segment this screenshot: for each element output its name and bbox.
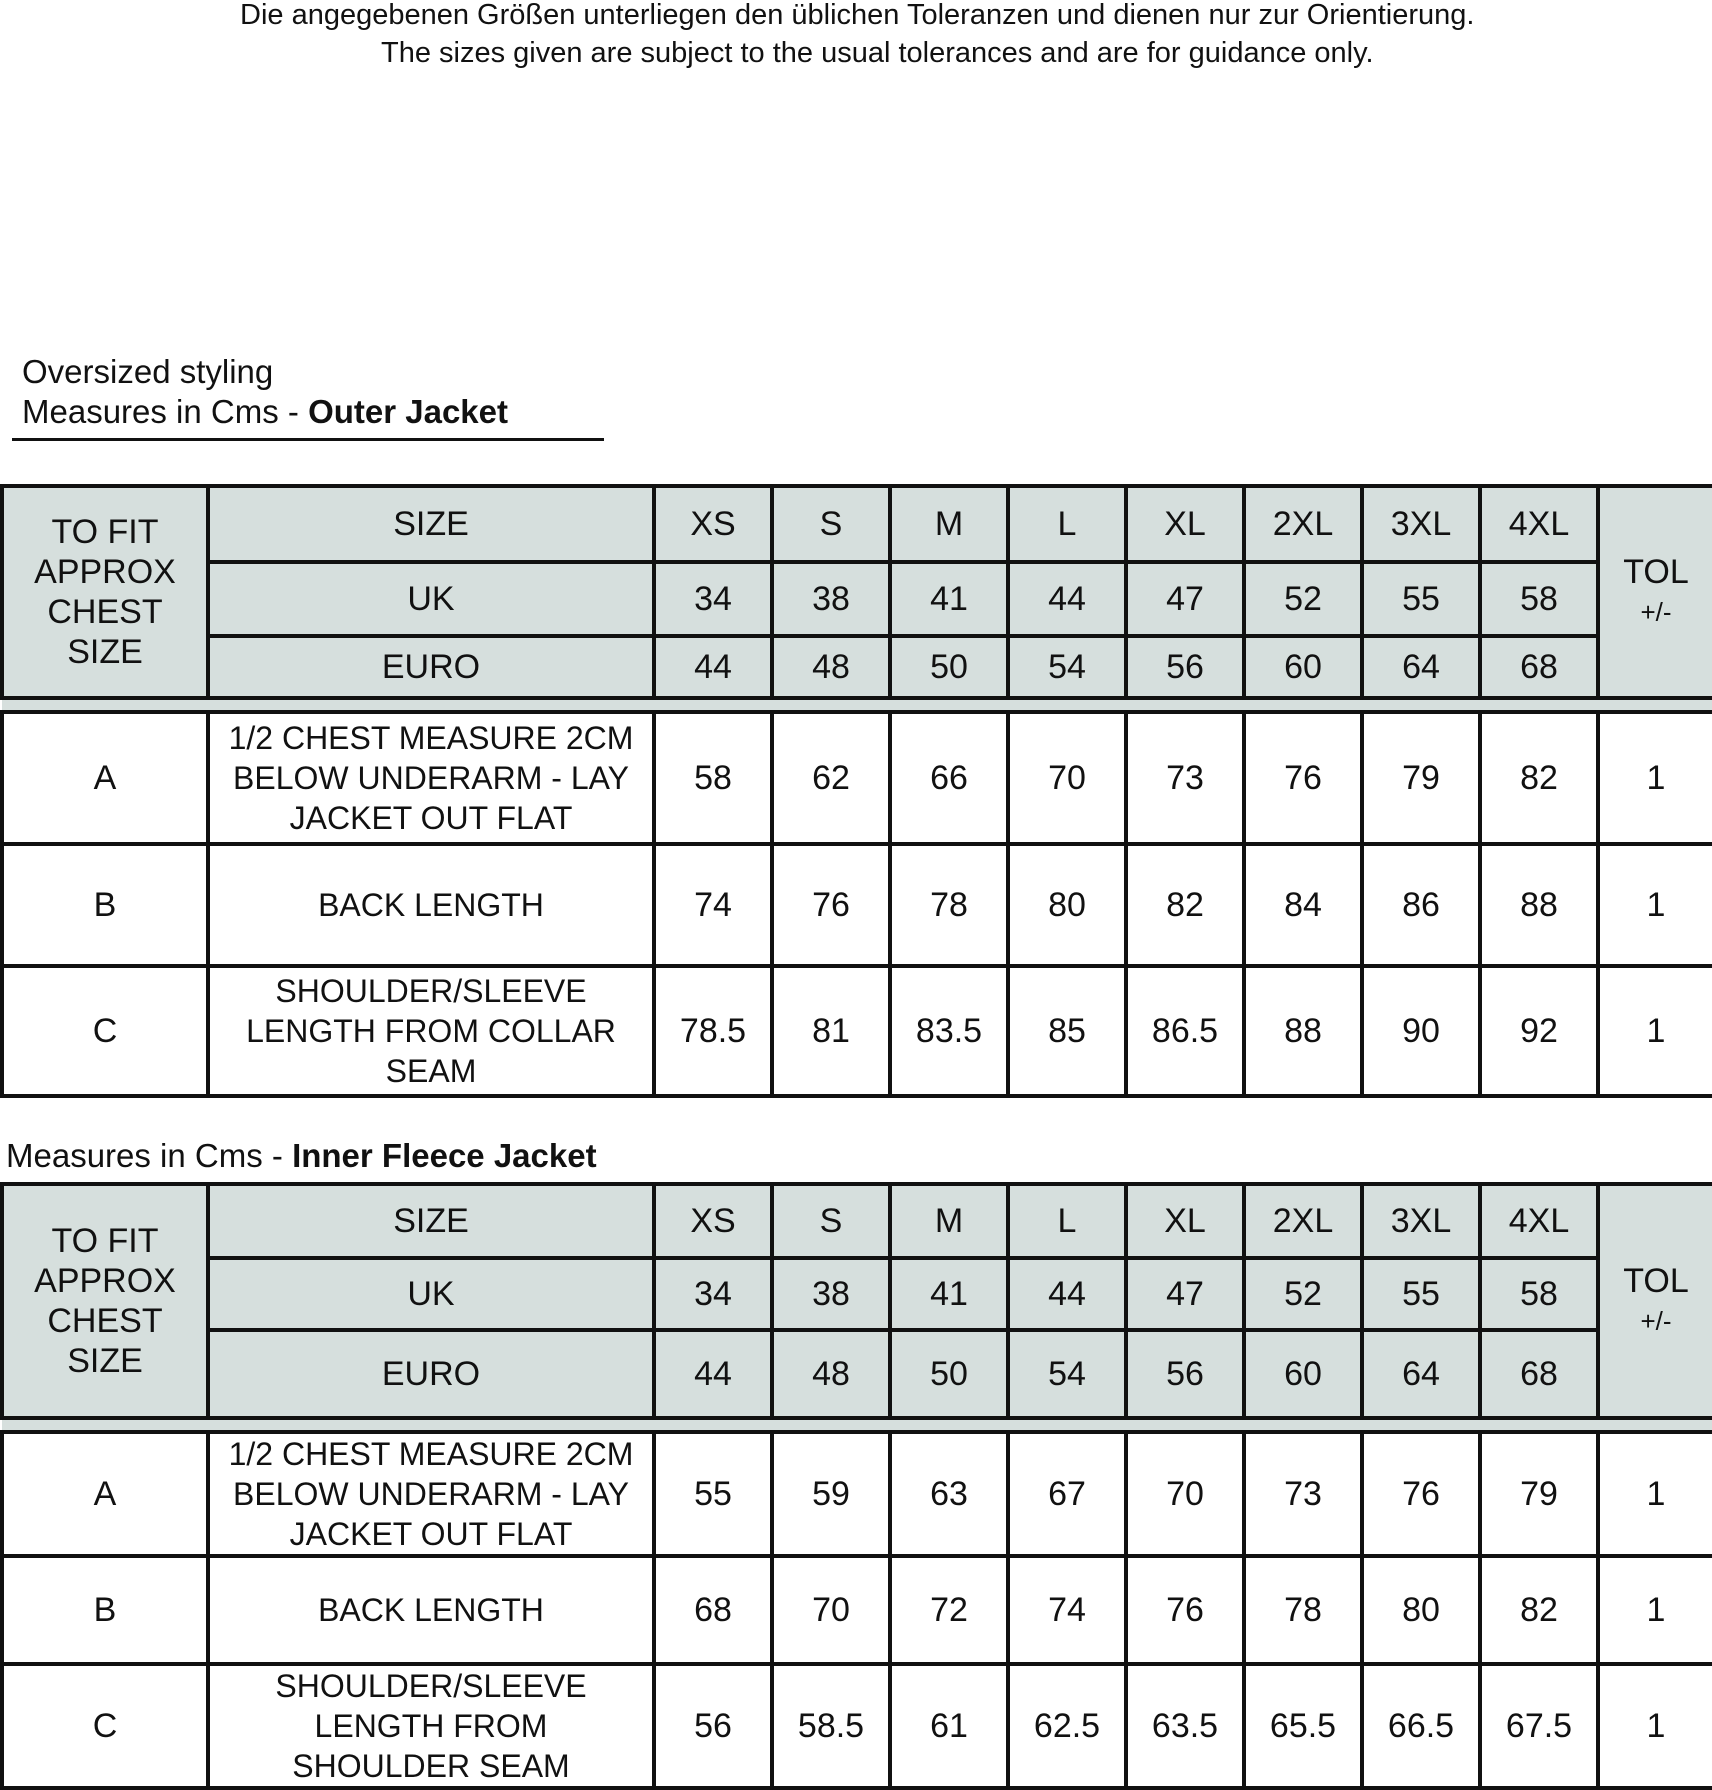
tolerance-value: 1	[1598, 966, 1712, 1096]
description-line: JACKET OUT FLAT	[289, 1516, 573, 1552]
measure-value: 66.5	[1362, 1664, 1480, 1788]
uk-size-value: 55	[1362, 562, 1480, 636]
separator-band	[2, 698, 1712, 712]
measure-value: 62	[772, 712, 890, 844]
fit-label-line: TO FIT	[51, 1222, 159, 1260]
header-uk-row	[2, 1258, 1712, 1330]
measure-value: 74	[654, 844, 772, 966]
uk-size-value: 41	[890, 1258, 1008, 1330]
measure-value: 70	[1008, 712, 1126, 844]
measure-description	[208, 966, 654, 1096]
measure-value: 66	[890, 712, 1008, 844]
size-l: L	[1008, 486, 1126, 562]
measure-value: 82	[1480, 1556, 1598, 1664]
description-line: JACKET OUT FLAT	[289, 800, 573, 836]
tol-plus-minus: +/-	[1640, 1306, 1672, 1336]
measure-value: 82	[1480, 712, 1598, 844]
fit-label-line: APPROX	[34, 553, 176, 591]
euro-size-value: 68	[1480, 636, 1598, 698]
measure-value: 88	[1244, 966, 1362, 1096]
measure-row-a	[2, 712, 1712, 844]
measure-value: 73	[1244, 1432, 1362, 1556]
measure-value: 65.5	[1244, 1664, 1362, 1788]
fit-label-line: CHEST	[47, 1302, 163, 1340]
measure-value: 76	[772, 844, 890, 966]
measure-value: 92	[1480, 966, 1598, 1096]
euro-size-value: 54	[1008, 1330, 1126, 1418]
inner-jacket-caption	[6, 1136, 597, 1176]
euro-size-value: 44	[654, 636, 772, 698]
tolerance-value: 1	[1598, 844, 1712, 966]
uk-size-value: 41	[890, 562, 1008, 636]
uk-size-value: 47	[1126, 562, 1244, 636]
measure-value: 84	[1244, 844, 1362, 966]
tol-text: TOL	[1623, 553, 1689, 591]
description-line: BELOW UNDERARM - LAY	[233, 1476, 629, 1512]
header-separator	[2, 1418, 1712, 1432]
euro-size-value: 50	[890, 1330, 1008, 1418]
description-line: 1/2 CHEST MEASURE 2CM	[228, 720, 634, 756]
size-xl: XL	[1126, 1184, 1244, 1258]
measure-value: 78	[890, 844, 1008, 966]
size-label: SIZE	[208, 486, 654, 562]
header-uk-row	[2, 562, 1712, 636]
euro-size-value: 60	[1244, 1330, 1362, 1418]
fit-label-line: APPROX	[34, 1262, 176, 1300]
euro-size-value: 60	[1244, 636, 1362, 698]
uk-size-value: 55	[1362, 1258, 1480, 1330]
size-s: S	[772, 486, 890, 562]
tol-label	[1598, 1184, 1712, 1418]
measure-value: 68	[654, 1556, 772, 1664]
description-line: BELOW UNDERARM - LAY	[233, 760, 629, 796]
uk-size-value: 44	[1008, 1258, 1126, 1330]
measure-description	[208, 712, 654, 844]
measure-value: 67	[1008, 1432, 1126, 1556]
measure-value: 70	[1126, 1432, 1244, 1556]
size-l: L	[1008, 1184, 1126, 1258]
uk-size-value: 38	[772, 562, 890, 636]
size-2xl: 2XL	[1244, 486, 1362, 562]
measure-value: 70	[772, 1556, 890, 1664]
euro-size-value: 64	[1362, 1330, 1480, 1418]
uk-size-value: 52	[1244, 1258, 1362, 1330]
measure-code: A	[2, 712, 208, 844]
measure-code: B	[2, 844, 208, 966]
tol-text: TOL	[1623, 1262, 1689, 1300]
description-line: SHOULDER SEAM	[292, 1748, 570, 1784]
measure-value: 67.5	[1480, 1664, 1598, 1788]
measure-code: C	[2, 966, 208, 1096]
header-separator	[2, 698, 1712, 712]
uk-label: UK	[208, 1258, 654, 1330]
size-xs: XS	[654, 486, 772, 562]
measure-value: 56	[654, 1664, 772, 1788]
size-2xl: 2XL	[1244, 1184, 1362, 1258]
tolerance-value: 1	[1598, 712, 1712, 844]
measure-row-a	[2, 1432, 1712, 1556]
measure-row-b	[2, 844, 1712, 966]
measure-value: 63	[890, 1432, 1008, 1556]
size-s: S	[772, 1184, 890, 1258]
header-euro-row	[2, 1330, 1712, 1418]
size-3xl: 3XL	[1362, 486, 1480, 562]
outer-caption-title: Outer Jacket	[308, 393, 508, 430]
euro-size-value: 64	[1362, 636, 1480, 698]
euro-size-value: 48	[772, 1330, 890, 1418]
measure-value: 76	[1362, 1432, 1480, 1556]
inner-caption-title: Inner Fleece Jacket	[292, 1137, 597, 1174]
inner-fleece-size-table	[0, 1182, 1712, 1790]
header-size-row	[2, 1184, 1712, 1258]
measure-description	[208, 1556, 654, 1664]
styling-note: Oversized styling	[22, 353, 274, 390]
fit-label-line: CHEST	[47, 593, 163, 631]
measure-description	[208, 844, 654, 966]
tol-plus-minus: +/-	[1640, 597, 1672, 627]
measure-value: 63.5	[1126, 1664, 1244, 1788]
fit-label-line: SIZE	[67, 633, 143, 671]
uk-size-value: 58	[1480, 1258, 1598, 1330]
description-line: SHOULDER/SLEEVE	[275, 973, 587, 1009]
measure-description	[208, 1664, 654, 1788]
measure-value: 76	[1126, 1556, 1244, 1664]
euro-size-value: 44	[654, 1330, 772, 1418]
description-line: 1/2 CHEST MEASURE 2CM	[228, 1436, 634, 1472]
measure-value: 79	[1480, 1432, 1598, 1556]
caption-underline	[12, 438, 604, 441]
measure-value: 76	[1244, 712, 1362, 844]
size-4xl: 4XL	[1480, 1184, 1598, 1258]
header-euro-row	[2, 636, 1712, 698]
description-line: LENGTH FROM COLLAR	[246, 1013, 616, 1049]
measure-value: 80	[1008, 844, 1126, 966]
measure-value: 88	[1480, 844, 1598, 966]
measure-value: 86.5	[1126, 966, 1244, 1096]
measure-value: 62.5	[1008, 1664, 1126, 1788]
measure-value: 74	[1008, 1556, 1126, 1664]
measure-value: 78.5	[654, 966, 772, 1096]
header-size-row	[2, 486, 1712, 562]
inner-caption-prefix: Measures in Cms -	[6, 1137, 293, 1174]
size-m: M	[890, 1184, 1008, 1258]
measure-value: 79	[1362, 712, 1480, 844]
euro-size-value: 56	[1126, 1330, 1244, 1418]
euro-size-value: 68	[1480, 1330, 1598, 1418]
description-line: LENGTH FROM	[314, 1708, 548, 1744]
measure-value: 73	[1126, 712, 1244, 844]
disclaimer-german: Die angegebenen Größen unterliegen den üblichen Toleranzen und dienen nur zur Orientierung.	[240, 0, 1475, 31]
description-line: SEAM	[385, 1053, 477, 1089]
uk-size-value: 34	[654, 562, 772, 636]
size-xs: XS	[654, 1184, 772, 1258]
measure-value: 81	[772, 966, 890, 1096]
euro-size-value: 54	[1008, 636, 1126, 698]
fit-label-line: TO FIT	[51, 513, 159, 551]
description-line: SHOULDER/SLEEVE	[275, 1668, 587, 1704]
outer-jacket-size-table	[0, 484, 1712, 1098]
measure-description	[208, 1432, 654, 1556]
measure-value: 78	[1244, 1556, 1362, 1664]
fit-label	[2, 486, 208, 698]
uk-label: UK	[208, 562, 654, 636]
euro-size-value: 56	[1126, 636, 1244, 698]
euro-label: EURO	[208, 636, 654, 698]
measure-row-c	[2, 1664, 1712, 1788]
measure-value: 59	[772, 1432, 890, 1556]
uk-size-value: 44	[1008, 562, 1126, 636]
uk-size-value: 47	[1126, 1258, 1244, 1330]
measure-value: 58	[654, 712, 772, 844]
measure-code: A	[2, 1432, 208, 1556]
measure-value: 80	[1362, 1556, 1480, 1664]
euro-size-value: 48	[772, 636, 890, 698]
tolerance-value: 1	[1598, 1556, 1712, 1664]
fit-label-line: SIZE	[67, 1342, 143, 1380]
outer-jacket-caption	[22, 352, 508, 432]
size-m: M	[890, 486, 1008, 562]
size-4xl: 4XL	[1480, 486, 1598, 562]
uk-size-value: 38	[772, 1258, 890, 1330]
measure-value: 82	[1126, 844, 1244, 966]
description-line: BACK LENGTH	[318, 1592, 544, 1628]
disclaimer-english: The sizes given are subject to the usual tolerances and are for guidance only.	[381, 37, 1374, 69]
size-label: SIZE	[208, 1184, 654, 1258]
measure-value: 72	[890, 1556, 1008, 1664]
size-xl: XL	[1126, 486, 1244, 562]
tolerance-value: 1	[1598, 1664, 1712, 1788]
measure-code: B	[2, 1556, 208, 1664]
fit-label	[2, 1184, 208, 1418]
measure-value: 61	[890, 1664, 1008, 1788]
measure-value: 85	[1008, 966, 1126, 1096]
description-line: BACK LENGTH	[318, 887, 544, 923]
measure-value: 83.5	[890, 966, 1008, 1096]
uk-size-value: 34	[654, 1258, 772, 1330]
size-3xl: 3XL	[1362, 1184, 1480, 1258]
measure-value: 58.5	[772, 1664, 890, 1788]
measure-value: 55	[654, 1432, 772, 1556]
tolerance-value: 1	[1598, 1432, 1712, 1556]
separator-band	[2, 1418, 1712, 1432]
uk-size-value: 58	[1480, 562, 1598, 636]
measure-row-b	[2, 1556, 1712, 1664]
measure-row-c	[2, 966, 1712, 1096]
euro-size-value: 50	[890, 636, 1008, 698]
measure-code: C	[2, 1664, 208, 1788]
outer-caption-prefix: Measures in Cms -	[22, 393, 309, 430]
tol-label	[1598, 486, 1712, 698]
euro-label: EURO	[208, 1330, 654, 1418]
measure-value: 86	[1362, 844, 1480, 966]
uk-size-value: 52	[1244, 562, 1362, 636]
measure-value: 90	[1362, 966, 1480, 1096]
